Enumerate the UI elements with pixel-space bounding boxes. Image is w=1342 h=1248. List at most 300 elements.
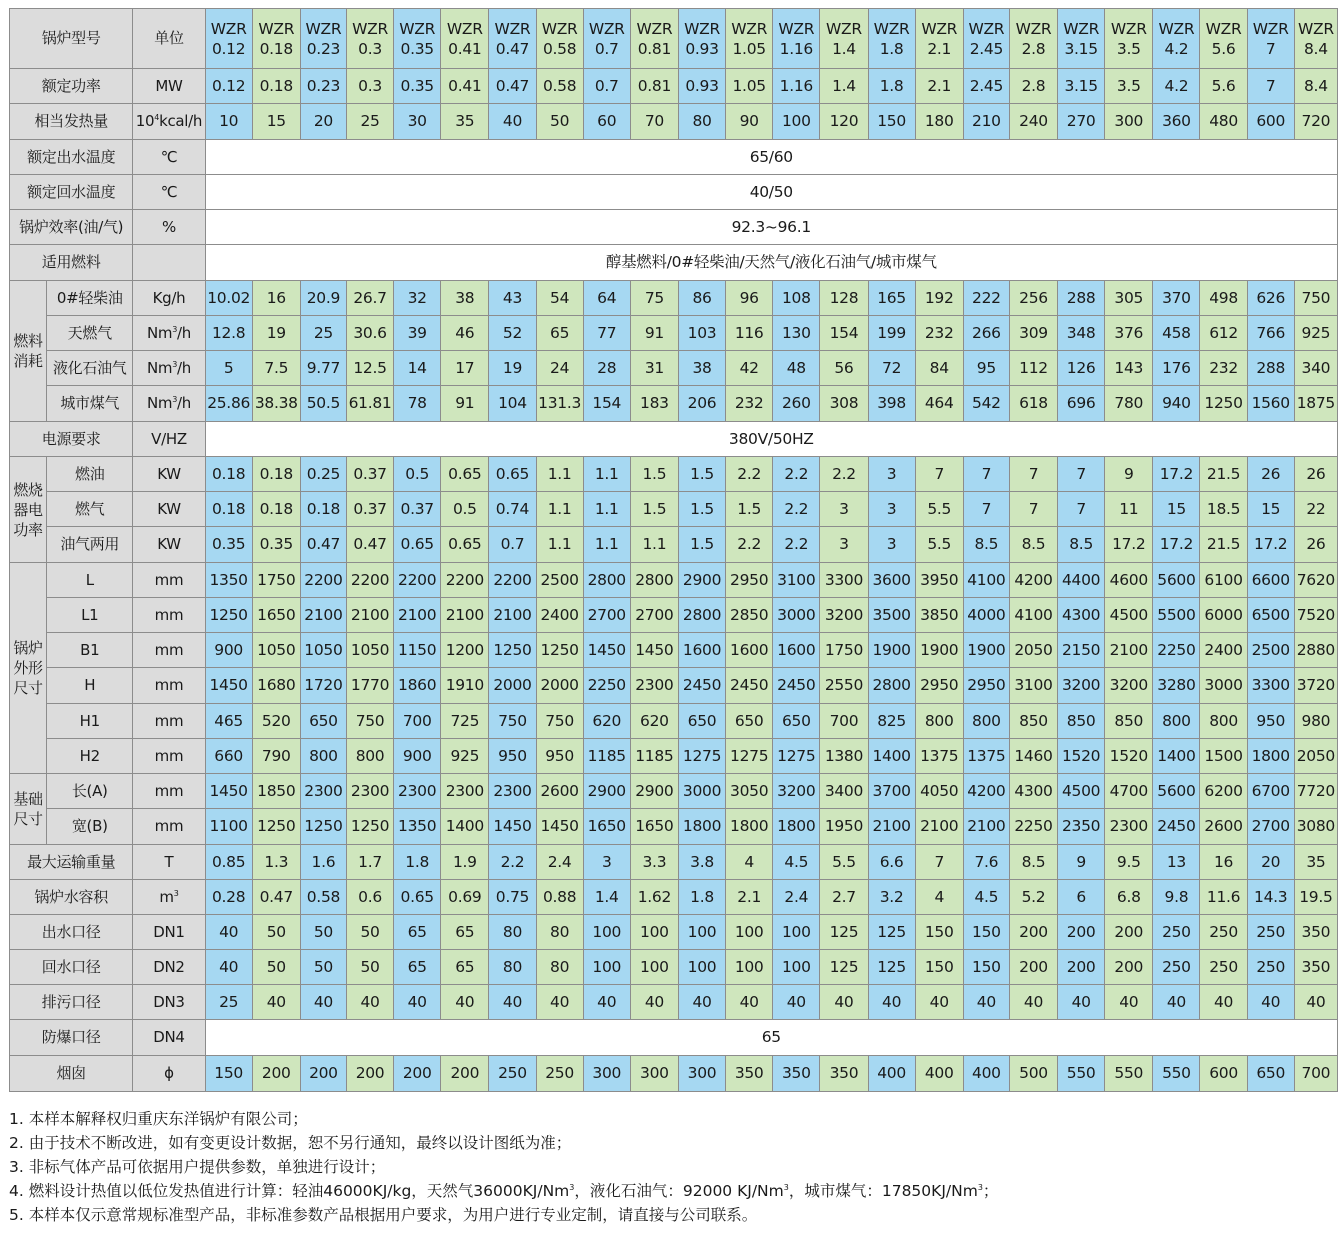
row-label: 电源要求 bbox=[10, 422, 133, 457]
value-cell: 696 bbox=[1058, 386, 1105, 422]
value-cell: 7 bbox=[1009, 457, 1057, 492]
value-cell: 350 bbox=[820, 1056, 868, 1092]
value-cell: 1800 bbox=[1247, 739, 1294, 774]
value-cell: 780 bbox=[1105, 386, 1153, 422]
value-cell: 3.3 bbox=[630, 845, 678, 880]
value-cell: 128 bbox=[820, 281, 868, 316]
value-cell: 800 bbox=[915, 704, 963, 739]
table-row bbox=[10, 422, 1338, 457]
value-cell: 90 bbox=[726, 104, 773, 140]
value-cell: 0.28 bbox=[205, 880, 252, 915]
unit-superscript: 3 bbox=[172, 324, 177, 334]
value-cell: 17.2 bbox=[1153, 457, 1200, 492]
unit-superscript: 3 bbox=[172, 359, 177, 369]
value-cell: 1350 bbox=[205, 563, 252, 598]
value-cell: 266 bbox=[963, 316, 1009, 351]
value-cell: 8.5 bbox=[1009, 527, 1057, 563]
value-cell: 2300 bbox=[630, 668, 678, 704]
value-cell: 4100 bbox=[1009, 598, 1057, 633]
value-cell: 250 bbox=[536, 1056, 583, 1092]
value-cell: 40 bbox=[963, 985, 1009, 1020]
value-cell: 1200 bbox=[441, 633, 489, 668]
value-cell: 2.2 bbox=[773, 527, 820, 563]
value-cell: 660 bbox=[205, 739, 252, 774]
model-number: 0.12 bbox=[211, 39, 246, 58]
row-label: L bbox=[47, 563, 133, 598]
model-number: 7 bbox=[1265, 39, 1276, 58]
value-cell: 0.75 bbox=[489, 880, 536, 915]
value-cell: 2.45 bbox=[963, 69, 1009, 104]
table-row bbox=[10, 351, 1338, 386]
value-cell: 2700 bbox=[630, 598, 678, 633]
value-cell: 100 bbox=[726, 950, 773, 985]
value-cell: 700 bbox=[1294, 1056, 1337, 1092]
value-cell: 108 bbox=[773, 281, 820, 316]
value-cell: 766 bbox=[1247, 316, 1294, 351]
value-cell: 2.1 bbox=[726, 880, 773, 915]
value-cell: 250 bbox=[1247, 950, 1294, 985]
value-cell: 78 bbox=[394, 386, 441, 422]
value-cell: 200 bbox=[1058, 950, 1105, 985]
unit-cell: mm bbox=[133, 598, 205, 633]
value-cell: 5600 bbox=[1153, 774, 1200, 809]
value-cell: 2900 bbox=[630, 774, 678, 809]
value-cell: 750 bbox=[346, 704, 393, 739]
value-cell: 11 bbox=[1105, 492, 1153, 527]
value-cell: 125 bbox=[868, 950, 915, 985]
value-cell: 131.3 bbox=[536, 386, 583, 422]
value-cell: 2200 bbox=[346, 563, 393, 598]
value-cell: 370 bbox=[1153, 281, 1200, 316]
model-series: WZR bbox=[1015, 19, 1052, 38]
value-cell: 43 bbox=[489, 281, 536, 316]
value-cell: 3.8 bbox=[678, 845, 725, 880]
row-label: 长(A) bbox=[47, 774, 133, 809]
unit-cell: DN2 bbox=[133, 950, 205, 985]
value-cell: 800 bbox=[300, 739, 346, 774]
value-cell: 3 bbox=[820, 527, 868, 563]
table-row bbox=[10, 492, 1338, 527]
value-cell: 1.1 bbox=[583, 527, 630, 563]
model-number: 0.3 bbox=[358, 39, 382, 58]
value-cell: 2100 bbox=[441, 598, 489, 633]
value-cell: 7 bbox=[1009, 492, 1057, 527]
value-cell: 46 bbox=[441, 316, 489, 351]
value-cell: 1400 bbox=[441, 809, 489, 845]
value-cell: 0.7 bbox=[489, 527, 536, 563]
value-cell: 250 bbox=[1200, 950, 1247, 985]
value-cell: 26.7 bbox=[346, 281, 393, 316]
value-cell: 1.05 bbox=[726, 69, 773, 104]
row-label: B1 bbox=[47, 633, 133, 668]
value-cell: 0.65 bbox=[489, 457, 536, 492]
value-cell: 2700 bbox=[1247, 809, 1294, 845]
value-cell: 222 bbox=[963, 281, 1009, 316]
value-cell: 40 bbox=[1200, 985, 1247, 1020]
value-cell: 103 bbox=[678, 316, 725, 351]
row-label: 锅炉型号 bbox=[10, 9, 133, 69]
value-cell: 2.2 bbox=[726, 527, 773, 563]
value-cell: 0.47 bbox=[252, 880, 300, 915]
boiler-spec-table bbox=[9, 8, 1338, 1092]
value-cell: 250 bbox=[1153, 950, 1200, 985]
value-cell: 650 bbox=[678, 704, 725, 739]
value-cell: 6100 bbox=[1200, 563, 1247, 598]
unit-cell bbox=[133, 351, 205, 386]
value-cell: 1.8 bbox=[678, 880, 725, 915]
model-number: 1.05 bbox=[732, 39, 766, 58]
value-cell: 7 bbox=[1058, 492, 1105, 527]
value-cell: 1250 bbox=[536, 633, 583, 668]
value-cell: 1.4 bbox=[820, 69, 868, 104]
note-superscript: 3 bbox=[977, 1183, 983, 1192]
value-cell: 75 bbox=[630, 281, 678, 316]
value-cell: 1680 bbox=[252, 668, 300, 704]
value-cell: 725 bbox=[441, 704, 489, 739]
model-series: WZR bbox=[921, 19, 958, 38]
value-cell: 650 bbox=[1247, 1056, 1294, 1092]
model-series: WZR bbox=[1297, 19, 1334, 38]
value-cell: 40 bbox=[1058, 985, 1105, 1020]
value-cell: 3050 bbox=[726, 774, 773, 809]
value-cell: 5.5 bbox=[915, 527, 963, 563]
value-cell: 4600 bbox=[1105, 563, 1153, 598]
value-cell: 0.37 bbox=[394, 492, 441, 527]
unit-cell bbox=[133, 316, 205, 351]
table-row bbox=[10, 1056, 1338, 1092]
value-cell: 0.5 bbox=[394, 457, 441, 492]
table-row bbox=[10, 915, 1338, 950]
value-cell: 80 bbox=[536, 915, 583, 950]
note-item: 2. 由于技术不断改进，如有变更设计数据，恕不另行通知，最终以设计图纸为准； bbox=[9, 1134, 572, 1152]
note-item: 3. 非标气体产品可依据用户提供参数，单独进行设计； bbox=[9, 1158, 386, 1176]
value-cell: 61.81 bbox=[346, 386, 393, 422]
unit-cell: mm bbox=[133, 563, 205, 598]
value-cell: 348 bbox=[1058, 316, 1105, 351]
value-cell: 4.2 bbox=[1153, 69, 1200, 104]
value-cell: 6.8 bbox=[1105, 880, 1153, 915]
value-cell: 13 bbox=[1153, 845, 1200, 880]
model-header bbox=[915, 9, 963, 69]
value-cell: 3600 bbox=[868, 563, 915, 598]
model-header bbox=[536, 9, 583, 69]
value-cell: 2000 bbox=[536, 668, 583, 704]
value-cell: 0.58 bbox=[300, 880, 346, 915]
value-cell: 2450 bbox=[1153, 809, 1200, 845]
value-cell: 6000 bbox=[1200, 598, 1247, 633]
value-cell: 48 bbox=[773, 351, 820, 386]
value-cell: 6200 bbox=[1200, 774, 1247, 809]
value-cell: 200 bbox=[1009, 950, 1057, 985]
value-cell: 250 bbox=[1200, 915, 1247, 950]
value-cell: 0.35 bbox=[394, 69, 441, 104]
value-cell: 1850 bbox=[252, 774, 300, 809]
value-cell: 2950 bbox=[726, 563, 773, 598]
value-cell: 398 bbox=[868, 386, 915, 422]
unit-cell: 单位 bbox=[133, 9, 205, 69]
value-cell: 650 bbox=[726, 704, 773, 739]
value-cell: 22 bbox=[1294, 492, 1337, 527]
model-header bbox=[205, 9, 252, 69]
value-cell: 3400 bbox=[820, 774, 868, 809]
value-cell: 1800 bbox=[773, 809, 820, 845]
value-cell: 199 bbox=[868, 316, 915, 351]
unit-suffix: kcal/h bbox=[159, 112, 203, 130]
value-cell: 360 bbox=[1153, 104, 1200, 140]
value-cell: 1650 bbox=[630, 809, 678, 845]
value-cell: 0.88 bbox=[536, 880, 583, 915]
value-cell: 308 bbox=[820, 386, 868, 422]
value-cell: 9 bbox=[1058, 845, 1105, 880]
value-cell: 3000 bbox=[773, 598, 820, 633]
unit-cell bbox=[133, 386, 205, 422]
table-row bbox=[10, 9, 1338, 69]
value-cell: 100 bbox=[726, 915, 773, 950]
value-cell: 40 bbox=[678, 985, 725, 1020]
model-header bbox=[868, 9, 915, 69]
value-cell: 2250 bbox=[1153, 633, 1200, 668]
value-cell: 2950 bbox=[963, 668, 1009, 704]
value-cell: 126 bbox=[1058, 351, 1105, 386]
value-cell: 1185 bbox=[630, 739, 678, 774]
value-cell: 40 bbox=[489, 985, 536, 1020]
value-cell: 25 bbox=[300, 316, 346, 351]
model-series: WZR bbox=[1110, 19, 1147, 38]
value-cell: 458 bbox=[1153, 316, 1200, 351]
value-cell: 25 bbox=[205, 985, 252, 1020]
value-cell: 550 bbox=[1058, 1056, 1105, 1092]
row-label: 相当发热量 bbox=[10, 104, 133, 140]
value-cell: 1875 bbox=[1294, 386, 1337, 422]
value-cell: 2600 bbox=[536, 774, 583, 809]
table-row bbox=[10, 950, 1338, 985]
value-cell: 5 bbox=[205, 351, 252, 386]
model-number: 0.47 bbox=[495, 39, 530, 58]
value-cell: 40 bbox=[1294, 985, 1337, 1020]
value-cell: 65 bbox=[536, 316, 583, 351]
value-cell: 1250 bbox=[346, 809, 393, 845]
row-group-label: 锅炉外形尺寸 bbox=[10, 563, 47, 774]
table-row bbox=[10, 69, 1338, 104]
value-cell: 143 bbox=[1105, 351, 1153, 386]
value-cell: 250 bbox=[1153, 915, 1200, 950]
row-label: 城市煤气 bbox=[47, 386, 133, 422]
value-cell: 206 bbox=[678, 386, 725, 422]
value-cell: 2300 bbox=[1105, 809, 1153, 845]
value-cell: 2200 bbox=[489, 563, 536, 598]
value-cell: 720 bbox=[1294, 104, 1337, 140]
value-cell: 4400 bbox=[1058, 563, 1105, 598]
notes-list bbox=[9, 1107, 998, 1227]
value-cell: 750 bbox=[536, 704, 583, 739]
value-cell: 112 bbox=[1009, 351, 1057, 386]
unit-cell: T bbox=[133, 845, 205, 880]
value-cell: 650 bbox=[300, 704, 346, 739]
value-cell: 50 bbox=[300, 915, 346, 950]
value-cell: 376 bbox=[1105, 316, 1153, 351]
value-cell: 6.6 bbox=[868, 845, 915, 880]
model-series: WZR bbox=[826, 19, 862, 38]
row-label: 适用燃料 bbox=[10, 245, 133, 281]
value-cell: 40 bbox=[1247, 985, 1294, 1020]
value-cell: 3 bbox=[868, 492, 915, 527]
value-cell: 2400 bbox=[1200, 633, 1247, 668]
unit-cell: KW bbox=[133, 457, 205, 492]
value-cell: 4 bbox=[915, 880, 963, 915]
value-cell: 210 bbox=[963, 104, 1009, 140]
value-cell: 50 bbox=[252, 915, 300, 950]
value-cell: 91 bbox=[630, 316, 678, 351]
value-cell: 125 bbox=[868, 915, 915, 950]
value-cell: 2300 bbox=[346, 774, 393, 809]
value-cell: 400 bbox=[915, 1056, 963, 1092]
model-number: 4.2 bbox=[1164, 39, 1189, 58]
value-cell: 350 bbox=[726, 1056, 773, 1092]
model-number: 1.8 bbox=[879, 39, 904, 58]
model-series: WZR bbox=[778, 19, 815, 38]
model-number: 1.4 bbox=[832, 39, 856, 58]
value-cell: 150 bbox=[915, 950, 963, 985]
value-cell: 95 bbox=[963, 351, 1009, 386]
value-cell: 0.47 bbox=[300, 527, 346, 563]
value-cell: 1450 bbox=[630, 633, 678, 668]
value-cell: 17.2 bbox=[1153, 527, 1200, 563]
value-cell: 1185 bbox=[583, 739, 630, 774]
value-cell: 2.8 bbox=[1009, 69, 1057, 104]
value-cell: 4 bbox=[726, 845, 773, 880]
table-row bbox=[10, 1020, 1338, 1056]
spanning-value-cell: 醇基燃料/0#轻柴油/天然气/液化石油气/城市煤气 bbox=[205, 245, 1337, 281]
model-series: WZR bbox=[873, 19, 910, 38]
model-number: 0.18 bbox=[259, 39, 293, 58]
value-cell: 183 bbox=[630, 386, 678, 422]
value-cell: 2.4 bbox=[773, 880, 820, 915]
unit-suffix: /h bbox=[176, 323, 191, 342]
value-cell: 1.1 bbox=[583, 457, 630, 492]
value-cell: 11.6 bbox=[1200, 880, 1247, 915]
value-cell: 1600 bbox=[726, 633, 773, 668]
value-cell: 1460 bbox=[1009, 739, 1057, 774]
value-cell: 80 bbox=[536, 950, 583, 985]
table-row bbox=[10, 386, 1338, 422]
value-cell: 1250 bbox=[1200, 386, 1247, 422]
value-cell: 20 bbox=[1247, 845, 1294, 880]
value-cell: 50 bbox=[346, 915, 393, 950]
value-cell: 0.18 bbox=[252, 69, 300, 104]
value-cell: 0.35 bbox=[252, 527, 300, 563]
value-cell: 3000 bbox=[678, 774, 725, 809]
value-cell: 800 bbox=[346, 739, 393, 774]
value-cell: 9.8 bbox=[1153, 880, 1200, 915]
unit-superscript: 4 bbox=[154, 113, 160, 122]
value-cell: 6700 bbox=[1247, 774, 1294, 809]
value-cell: 15 bbox=[1247, 492, 1294, 527]
value-cell: 4500 bbox=[1058, 774, 1105, 809]
value-cell: 240 bbox=[1009, 104, 1057, 140]
value-cell: 700 bbox=[394, 704, 441, 739]
row-label: 烟囱 bbox=[10, 1056, 133, 1092]
value-cell: 800 bbox=[1153, 704, 1200, 739]
value-cell: 800 bbox=[963, 704, 1009, 739]
table-row bbox=[10, 598, 1338, 633]
value-cell: 800 bbox=[1200, 704, 1247, 739]
unit-cell: Kg/h bbox=[133, 281, 205, 316]
value-cell: 2250 bbox=[583, 668, 630, 704]
value-cell: 40 bbox=[915, 985, 963, 1020]
value-cell: 1150 bbox=[394, 633, 441, 668]
table-row bbox=[10, 245, 1338, 281]
value-cell: 10.02 bbox=[205, 281, 252, 316]
value-cell: 4100 bbox=[963, 563, 1009, 598]
value-cell: 0.65 bbox=[441, 457, 489, 492]
model-series: WZR bbox=[588, 19, 625, 38]
value-cell: 40 bbox=[820, 985, 868, 1020]
value-cell: 7 bbox=[915, 457, 963, 492]
value-cell: 42 bbox=[726, 351, 773, 386]
value-cell: 465 bbox=[205, 704, 252, 739]
note-text: ； bbox=[982, 1182, 999, 1200]
value-cell: 620 bbox=[583, 704, 630, 739]
value-cell: 850 bbox=[1009, 704, 1057, 739]
value-cell: 40 bbox=[205, 950, 252, 985]
value-cell: 0.74 bbox=[489, 492, 536, 527]
note-superscript: 3 bbox=[569, 1183, 575, 1192]
value-cell: 1.1 bbox=[583, 492, 630, 527]
value-cell: 232 bbox=[915, 316, 963, 351]
unit-cell bbox=[133, 104, 205, 140]
value-cell: 17.2 bbox=[1105, 527, 1153, 563]
value-cell: 16 bbox=[1200, 845, 1247, 880]
value-cell: 1450 bbox=[205, 774, 252, 809]
model-header bbox=[820, 9, 868, 69]
value-cell: 1.8 bbox=[868, 69, 915, 104]
value-cell: 1450 bbox=[583, 633, 630, 668]
row-label: 锅炉效率(油/气) bbox=[10, 210, 133, 245]
unit-base: Nm bbox=[146, 323, 173, 342]
value-cell: 8.5 bbox=[963, 527, 1009, 563]
value-cell: 925 bbox=[1294, 316, 1337, 351]
value-cell: 3100 bbox=[1009, 668, 1057, 704]
value-cell: 1750 bbox=[820, 633, 868, 668]
value-cell: 2880 bbox=[1294, 633, 1337, 668]
model-series: WZR bbox=[494, 19, 531, 38]
value-cell: 50 bbox=[346, 950, 393, 985]
unit-cell bbox=[133, 880, 205, 915]
value-cell: 6 bbox=[1058, 880, 1105, 915]
value-cell: 9.77 bbox=[300, 351, 346, 386]
unit-cell: DN3 bbox=[133, 985, 205, 1020]
table-row bbox=[10, 845, 1338, 880]
value-cell: 0.93 bbox=[678, 69, 725, 104]
value-cell: 21.5 bbox=[1200, 527, 1247, 563]
value-cell: 3 bbox=[820, 492, 868, 527]
value-cell: 2500 bbox=[536, 563, 583, 598]
value-cell: 7520 bbox=[1294, 598, 1337, 633]
value-cell: 7 bbox=[1058, 457, 1105, 492]
value-cell: 1.16 bbox=[773, 69, 820, 104]
value-cell: 1380 bbox=[820, 739, 868, 774]
value-cell: 1275 bbox=[726, 739, 773, 774]
value-cell: 350 bbox=[773, 1056, 820, 1092]
value-cell: 116 bbox=[726, 316, 773, 351]
model-series: WZR bbox=[968, 19, 1005, 38]
row-label: 宽(B) bbox=[47, 809, 133, 845]
value-cell: 620 bbox=[630, 704, 678, 739]
value-cell: 6600 bbox=[1247, 563, 1294, 598]
value-cell: 200 bbox=[1105, 950, 1153, 985]
model-header bbox=[1105, 9, 1153, 69]
row-label: H bbox=[47, 668, 133, 704]
